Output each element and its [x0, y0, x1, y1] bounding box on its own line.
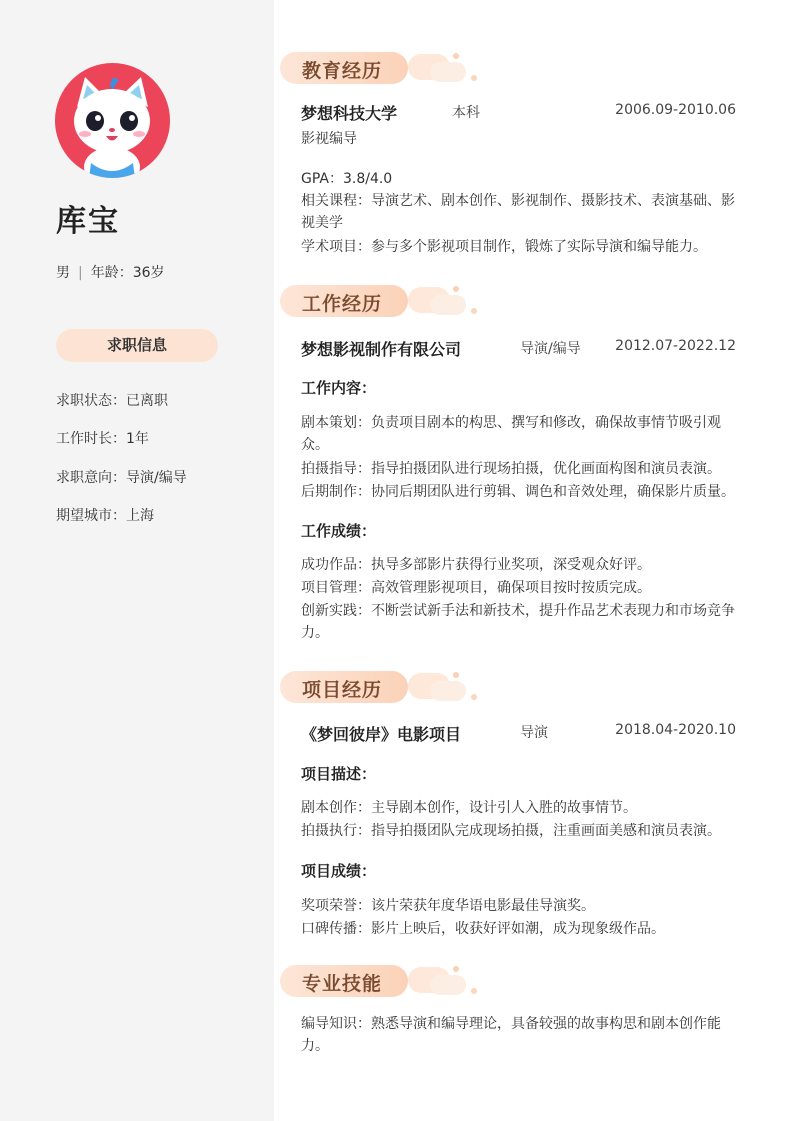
work-role: 导演/编导 [520, 341, 581, 357]
work-heading-text: 工作经历 [302, 293, 383, 315]
info-separator: | [78, 265, 83, 281]
education-date: 2006.09-2010.06 [615, 102, 736, 118]
decor-cloud-icon [400, 961, 480, 1001]
candidate-name: 库宝 [56, 204, 120, 239]
academic-project: 学术项目：参与多个影视项目制作，锻炼了实际导演和编导能力。 [301, 239, 707, 255]
decor-cloud-icon [400, 281, 480, 321]
expected-city: 期望城市：上海 [56, 508, 154, 524]
degree: 本科 [452, 105, 480, 121]
job-target: 求职意向：导演/编导 [56, 470, 187, 486]
skills-heading [280, 965, 480, 1001]
project-result-item: 奖项荣誉：该片荣获年度华语电影最佳导演奖。 [301, 898, 595, 914]
project-results-title: 项目成绩： [301, 862, 377, 880]
courses: 相关课程：导演艺术、剧本创作、影视制作、摄影技术、表演基础、影视美学 [301, 193, 735, 231]
work-results-title: 工作成绩： [301, 522, 377, 540]
major: 影视编导 [301, 131, 357, 147]
work-content-item: 剧本策划：负责项目剧本的构思、撰写和修改，确保故事情节吸引观众。 [301, 415, 721, 453]
job-intent-heading: 求职信息 [56, 329, 218, 362]
education-heading [280, 52, 480, 88]
basic-info [56, 262, 165, 282]
work-content-title: 工作内容： [301, 379, 377, 397]
work-date: 2012.07-2022.12 [615, 338, 736, 354]
project-heading [280, 671, 480, 707]
project-name: 《梦回彼岸》电影项目 [301, 725, 462, 744]
project-date: 2018.04-2020.10 [615, 722, 736, 738]
work-content-item: 后期制作：协同后期团队进行剪辑、调色和音效处理，确保影片质量。 [301, 484, 735, 500]
education-heading-text: 教育经历 [302, 60, 383, 82]
school-name: 梦想科技大学 [301, 104, 398, 123]
gpa: GPA：3.8/4.0 [301, 171, 393, 187]
work-result-item: 项目管理：高效管理影视项目，确保项目按时按质完成。 [301, 580, 651, 596]
project-heading-text: 项目经历 [302, 679, 383, 701]
decor-cloud-icon [400, 48, 480, 88]
job-status: 求职状态：已离职 [56, 393, 168, 409]
work-result-item: 创新实践：不断尝试新手法和新技术，提升作品艺术表现力和市场竞争力。 [301, 603, 735, 641]
cat-mascot-icon [55, 63, 170, 178]
project-result-item: 口碑传播：影片上映后，收获好评如潮，成为现象级作品。 [301, 921, 665, 937]
work-heading [280, 285, 480, 321]
project-desc-item: 剧本创作：主导剧本创作，设计引人入胜的故事情节。 [301, 800, 637, 816]
age: 年龄：36岁 [90, 265, 165, 281]
work-content-item: 拍摄指导：指导拍摄团队进行现场拍摄，优化画面构图和演员表演。 [301, 461, 721, 477]
work-duration: 工作时长：1年 [56, 431, 149, 447]
work-result-item: 成功作品：执导多部影片获得行业奖项，深受观众好评。 [301, 557, 651, 573]
project-role: 导演 [520, 725, 548, 741]
skills-heading-text: 专业技能 [302, 973, 383, 995]
company-name: 梦想影视制作有限公司 [301, 340, 462, 359]
gender: 男 [56, 265, 70, 281]
decor-cloud-icon [400, 667, 480, 707]
skill-item: 编导知识：熟悉导演和编导理论，具备较强的故事构思和剧本创作能力。 [301, 1016, 721, 1054]
project-desc-item: 拍摄执行：指导拍摄团队完成现场拍摄，注重画面美感和演员表演。 [301, 823, 721, 839]
avatar [55, 63, 170, 178]
project-desc-title: 项目描述： [301, 765, 377, 783]
